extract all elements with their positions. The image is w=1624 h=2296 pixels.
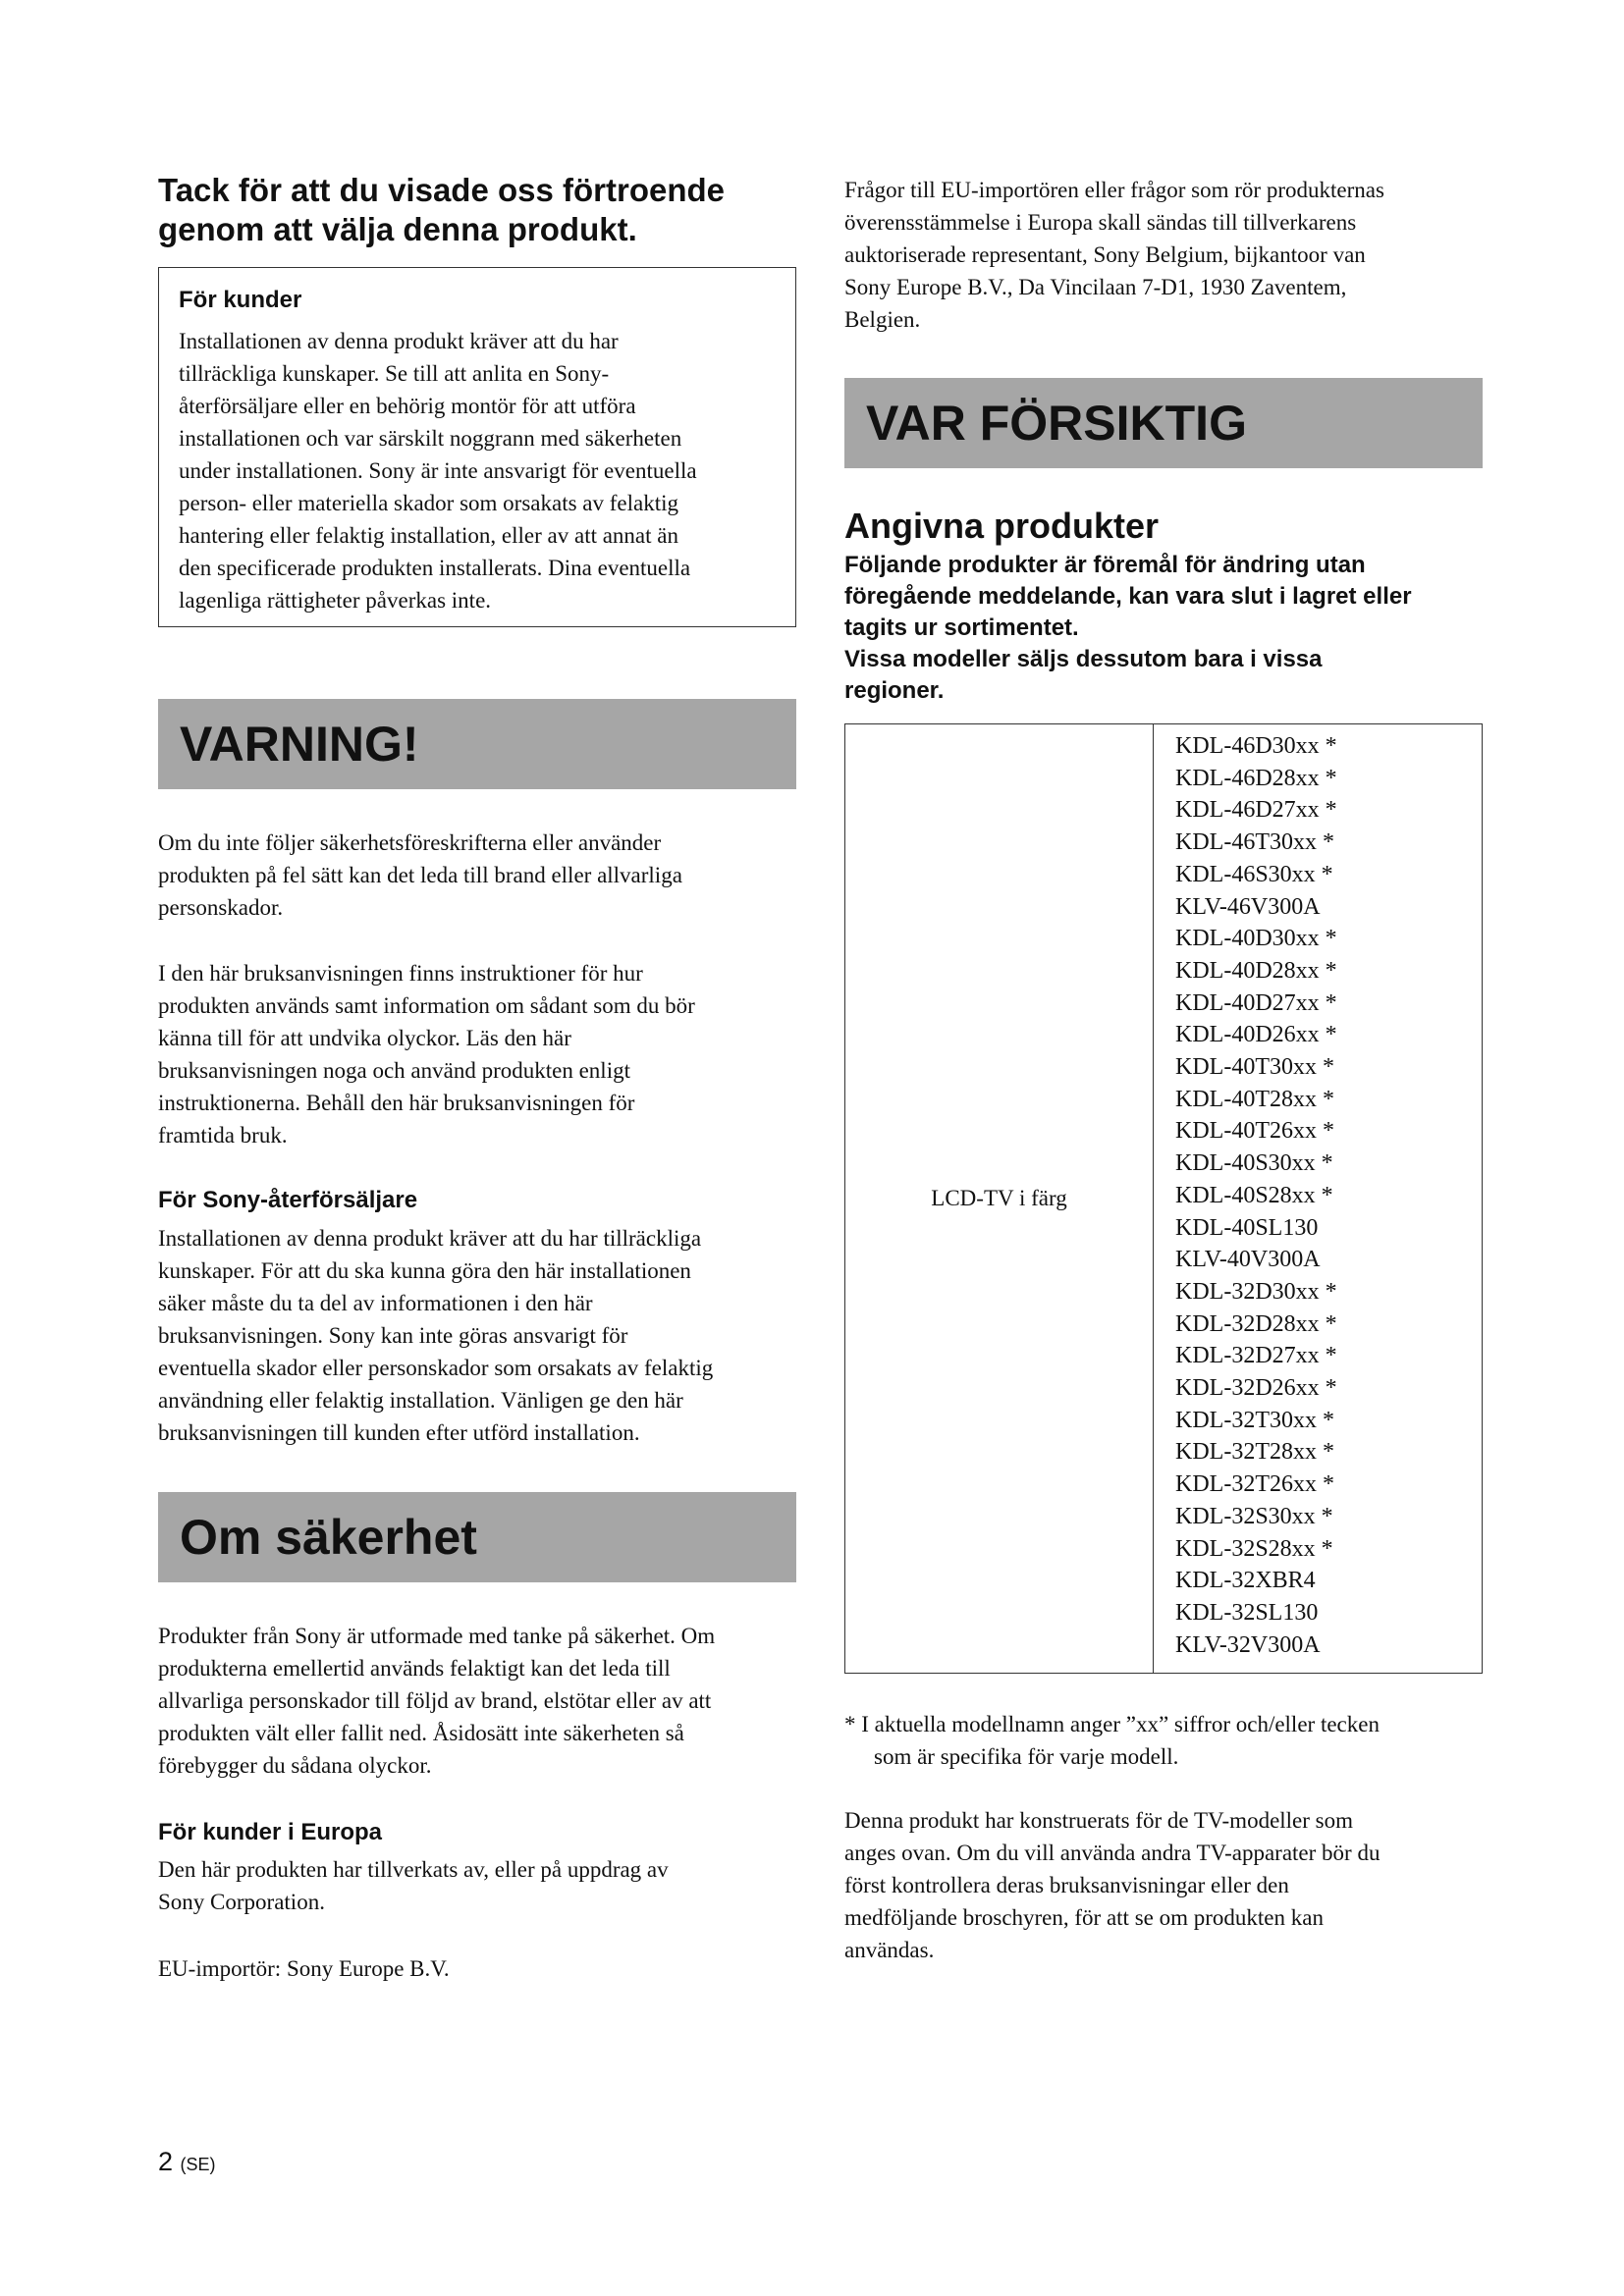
page-title — [158, 171, 786, 249]
model-row: KDL-32XBR4 — [1175, 1568, 1316, 1594]
text-line: Denna produkt har konstruerats för de TV-modeller som — [844, 1808, 1354, 1833]
text-line: lagenliga rättigheter påverkas inte. — [179, 588, 492, 613]
text-line: bruksanvisningen. Sony kan inte göras ansvarigt för — [158, 1323, 628, 1348]
text-line: Installationen av denna produkt kräver att du har — [179, 329, 619, 353]
model-row: KLV-46V300A — [1175, 893, 1321, 920]
text-line: Vissa modeller säljs dessutom bara i vissa — [844, 646, 1323, 672]
text-line: användning eller felaktig installation. Vänligen ge den här — [158, 1388, 683, 1413]
model-row: KDL-32D27xx * — [1175, 1343, 1337, 1369]
europe-paragraph — [158, 1853, 796, 1918]
text-line: Belgien. — [844, 307, 921, 332]
model-row: KLV-32V300A — [1175, 1631, 1321, 1658]
model-row: KDL-32S28xx * — [1175, 1535, 1333, 1562]
text-line: medföljande broschyren, för att se om produkten kan — [844, 1905, 1324, 1930]
model-row: KDL-46S30xx * — [1175, 861, 1333, 887]
model-row: KDL-40D26xx * — [1175, 1022, 1337, 1048]
text-line: först kontrollera deras bruksanvisningar eller den — [844, 1873, 1289, 1897]
text-line: Den här produkten har tillverkats av, eller på uppdrag av — [158, 1857, 669, 1882]
title-line: genom att välja denna produkt. — [158, 211, 637, 247]
text-line: föregående meddelande, kan vara slut i lagret eller — [844, 583, 1412, 610]
customer-notice-heading: För kunder — [179, 287, 302, 313]
model-row: KDL-32S30xx * — [1175, 1503, 1333, 1529]
title-line: Tack för att du visade oss förtroende — [158, 172, 726, 208]
text-line: kunskaper. För att du ska kunna göra den här installationen — [158, 1258, 691, 1283]
text-line: person- eller materiella skador som orsakats av felaktig — [179, 491, 679, 515]
europe-heading: För kunder i Europa — [158, 1819, 383, 1845]
model-row: KDL-46D27xx * — [1175, 797, 1337, 824]
text-line: auktoriserade representant, Sony Belgium, bijkantoor van — [844, 242, 1366, 267]
model-row: KDL-32D28xx * — [1175, 1310, 1337, 1337]
text-line: tillräckliga kunskaper. Se till att anlita en Sony- — [179, 361, 610, 386]
footnote-line: * I aktuella modellnamn anger ”xx” siffror och/eller tecken — [844, 1712, 1380, 1736]
text-line: produkterna emellertid används felaktigt kan det leda till — [158, 1656, 671, 1681]
text-line: produkten på fel sätt kan det leda till brand eller allvarliga — [158, 863, 682, 887]
model-footnote — [844, 1708, 1483, 1773]
text-line: hantering eller felaktig installation, eller av att annat än — [179, 523, 678, 548]
model-row: KDL-40S30xx * — [1175, 1150, 1333, 1177]
text-line: överensstämmelse i Europa skall sändas till tillverkarens — [844, 210, 1357, 235]
text-line: framtida bruk. — [158, 1123, 288, 1148]
text-line: förebygger du sådana olyckor. — [158, 1753, 432, 1778]
text-line: Frågor till EU-importören eller frågor som rör produkternas — [844, 178, 1384, 202]
page-number-value: 2 — [158, 2147, 174, 2176]
model-row: KDL-46D28xx * — [1175, 765, 1337, 791]
text-line: säker måste du ta del av informationen i den här — [158, 1291, 593, 1315]
model-row: KDL-32SL130 — [1175, 1599, 1319, 1626]
customer-notice-box — [158, 267, 796, 627]
text-line: bruksanvisningen till kunden efter utförd installation. — [158, 1420, 640, 1445]
text-line: I den här bruksanvisningen finns instruktioner för hur — [158, 961, 643, 986]
text-line: allvarliga personskador till följd av brand, elstötar eller av att — [158, 1688, 712, 1713]
model-row: KLV-40V300A — [1175, 1247, 1321, 1273]
safety-paragraph — [158, 1620, 796, 1782]
model-row: KDL-40D28xx * — [1175, 957, 1337, 984]
model-row: KDL-32D26xx * — [1175, 1375, 1337, 1402]
text-line: bruksanvisningen noga och använd produkten enligt — [158, 1058, 630, 1083]
text-line: regioner. — [844, 677, 945, 704]
text-line: Sony Corporation. — [158, 1890, 325, 1914]
model-row: KDL-32D30xx * — [1175, 1278, 1337, 1305]
products-lead — [844, 550, 1483, 707]
footnote-line: som är specifika för varje modell. — [874, 1744, 1179, 1769]
model-row: KDL-40D30xx * — [1175, 926, 1337, 952]
warning-paragraph-2 — [158, 957, 796, 1151]
model-list — [1154, 724, 1482, 1673]
text-line: produkten vält eller fallit ned. Åsidosätt inte säkerheten så — [158, 1721, 684, 1745]
model-category-cell: LCD-TV i färg — [845, 724, 1154, 1673]
model-row: KDL-40T26xx * — [1175, 1118, 1334, 1145]
model-row: KDL-40D27xx * — [1175, 989, 1337, 1016]
model-row: KDL-46D30xx * — [1175, 733, 1337, 759]
safety-banner-text: Om säkerhet — [180, 1510, 477, 1565]
text-line: anges ovan. Om du vill använda andra TV-apparater bör du — [844, 1841, 1380, 1865]
importer-line: EU-importör: Sony Europe B.V. — [158, 1956, 450, 1981]
text-line: användas. — [844, 1938, 935, 1962]
model-row: KDL-40T28xx * — [1175, 1086, 1334, 1112]
text-line: den specificerade produkten installerats. Dina eventuella — [179, 556, 691, 580]
model-row: KDL-32T30xx * — [1175, 1407, 1334, 1433]
caution-banner — [844, 378, 1483, 468]
model-row: KDL-40T30xx * — [1175, 1054, 1334, 1081]
model-row: KDL-40S28xx * — [1175, 1182, 1333, 1208]
text-line: Installationen av denna produkt kräver att du har tillräckliga — [158, 1226, 702, 1251]
warning-paragraph-1 — [158, 827, 796, 924]
caution-banner-text: VAR FÖRSIKTIG — [866, 396, 1247, 451]
text-line: tagits ur sortimentet. — [844, 614, 1079, 641]
warning-banner — [158, 699, 796, 789]
text-line: eventuella skador eller personskador som orsakats av felaktig — [158, 1356, 714, 1380]
warning-banner-text: VARNING! — [180, 717, 419, 772]
model-row: KDL-32T26xx * — [1175, 1471, 1334, 1498]
text-line: produkten används samt information om sådant som du bör — [158, 993, 695, 1018]
text-line: installationen och var särskilt noggrann med säkerheten — [179, 426, 682, 451]
contact-paragraph — [844, 174, 1483, 336]
model-row: KDL-46T30xx * — [1175, 829, 1334, 856]
text-line: Om du inte följer säkerhetsföreskrifterna eller använder — [158, 830, 662, 855]
page-number — [158, 2146, 216, 2180]
safety-banner — [158, 1492, 796, 1582]
text-line: instruktionerna. Behåll den här bruksanvisningen för — [158, 1091, 635, 1115]
model-row: KDL-40SL130 — [1175, 1214, 1319, 1241]
text-line: personskador. — [158, 895, 284, 920]
text-line: under installationen. Sony är inte ansvarigt för eventuella — [179, 458, 697, 483]
language-code: (SE) — [180, 2155, 216, 2174]
model-table — [844, 723, 1483, 1674]
text-line: Följande produkter är föremål för ändring utan — [844, 552, 1366, 578]
products-title: Angivna produkter — [844, 506, 1160, 546]
dealer-heading: För Sony-återförsäljare — [158, 1187, 418, 1213]
text-line: Sony Europe B.V., Da Vincilaan 7-D1, 1930 Zaventem, — [844, 275, 1347, 299]
customer-notice-text — [179, 325, 776, 616]
text-line: Produkter från Sony är utformade med tanke på säkerhet. Om — [158, 1624, 716, 1648]
dealer-paragraph — [158, 1222, 796, 1449]
model-row: KDL-32T28xx * — [1175, 1439, 1334, 1466]
closing-paragraph — [844, 1804, 1483, 1966]
text-line: känna till för att undvika olyckor. Läs den här — [158, 1026, 571, 1050]
text-line: återförsäljare eller en behörig montör för att utföra — [179, 394, 636, 418]
